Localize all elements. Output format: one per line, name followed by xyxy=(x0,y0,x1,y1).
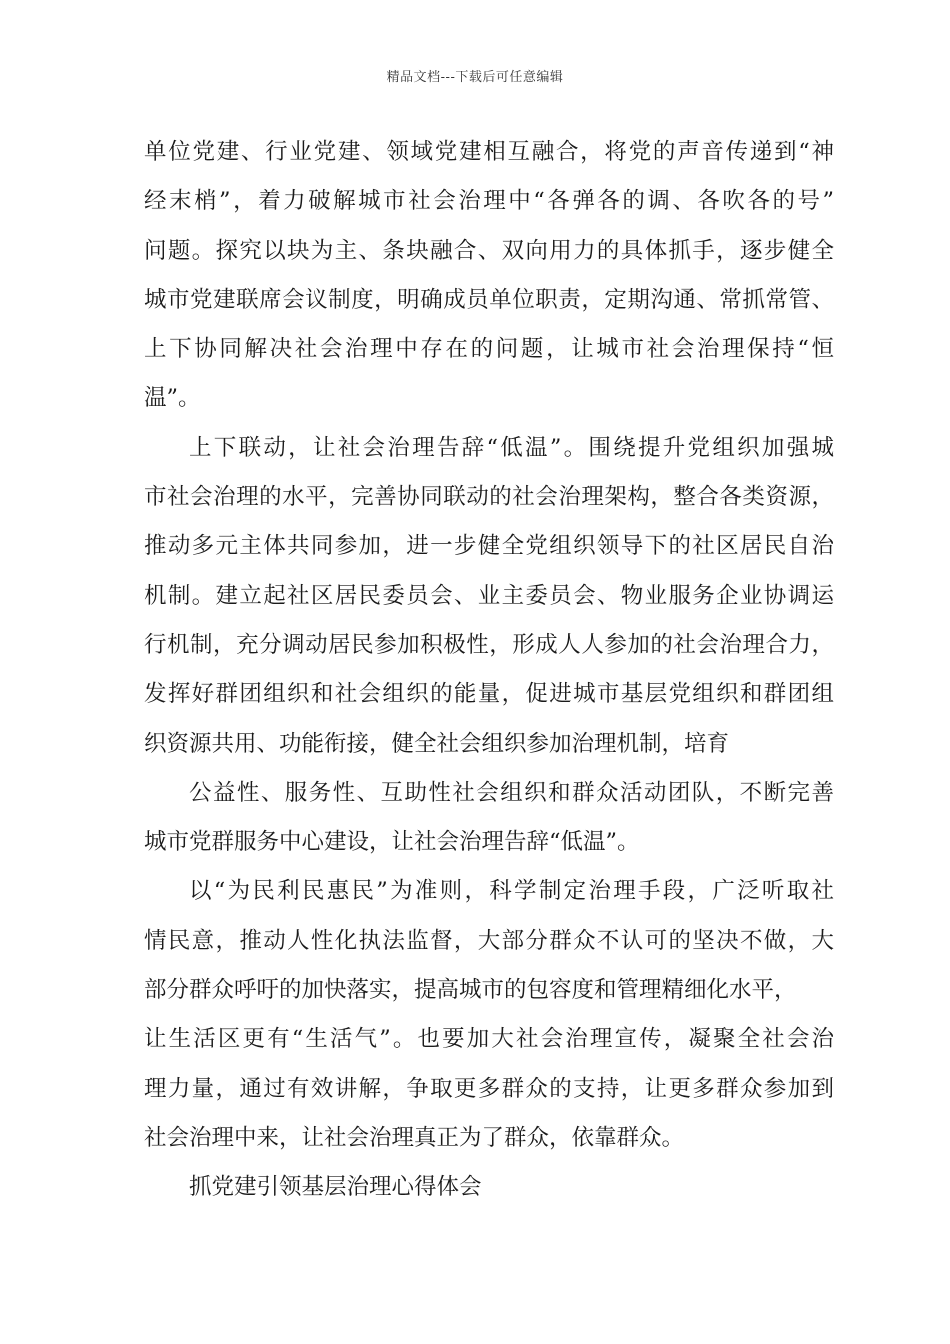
text-line: 以“为民利民惠民”为准则，科学制定治理手段，广泛听取社 xyxy=(189,878,834,905)
text-line: 经末梢”，着力破解城市社会治理中“各弹各的调、各吹各的号” xyxy=(144,188,834,215)
text-line: 单位党建、行业党建、领域党建相互融合，将党的声音传递到“神 xyxy=(144,139,834,165)
text-line: 让生活区更有“生活气”。也要加大社会治理宣传，凝聚全社会治 xyxy=(144,1026,834,1053)
text-line: 部分群众呼吁的加快落实，提高城市的包容度和管理精细化水平， xyxy=(144,977,797,1004)
text-line: 温”。 xyxy=(144,385,201,412)
text-line: 社会治理中来，让社会治理真正为了群众，依靠群众。 xyxy=(144,1124,685,1151)
text-line: 市社会治理的水平，完善协同联动的社会治理架构，整合各类资源， xyxy=(144,484,834,511)
text-line: 上下联动，让社会治理告辞“低温”。围绕提升党组织加强城 xyxy=(189,434,834,461)
text-line: 公益性、服务性、互助性社会组织和群众活动团队，不断完善 xyxy=(189,779,834,806)
document-body xyxy=(144,128,834,1213)
text-line: 城市党建联席会议制度，明确成员单位职责，定期沟通、常抓常管、 xyxy=(144,286,834,313)
text-line: 推动多元主体共同参加，进一步健全党组织领导下的社区居民自治 xyxy=(144,533,834,560)
text-line: 发挥好群团组织和社会组织的能量，促进城市基层党组织和群团组 xyxy=(144,681,834,708)
text-line: 城市党群服务中心建设，让社会治理告辞“低温”。 xyxy=(144,829,640,856)
page-header: 精品文档---下载后可任意编辑 xyxy=(386,70,564,85)
text-line: 行机制，充分调动居民参加积极性，形成人人参加的社会治理合力， xyxy=(144,631,834,658)
text-line: 织资源共用、功能衔接，健全社会组织参加治理机制，培育 xyxy=(144,730,730,757)
text-line: 抓党建引领基层治理心得体会 xyxy=(189,1174,482,1201)
text-line: 上下协同解决社会治理中存在的问题，让城市社会治理保持“恒 xyxy=(144,336,834,363)
text-line: 情民意，推动人性化执法监督，大部分群众不认可的坚决不做，大 xyxy=(144,927,834,954)
text-line: 理力量，通过有效讲解，争取更多群众的支持，让更多群众参加到 xyxy=(144,1075,834,1102)
text-line: 问题。探究以块为主、条块融合、双向用力的具体抓手，逐步健全 xyxy=(144,237,834,264)
text-line: 机制。建立起社区居民委员会、业主委员会、物业服务企业协调运 xyxy=(144,582,834,609)
